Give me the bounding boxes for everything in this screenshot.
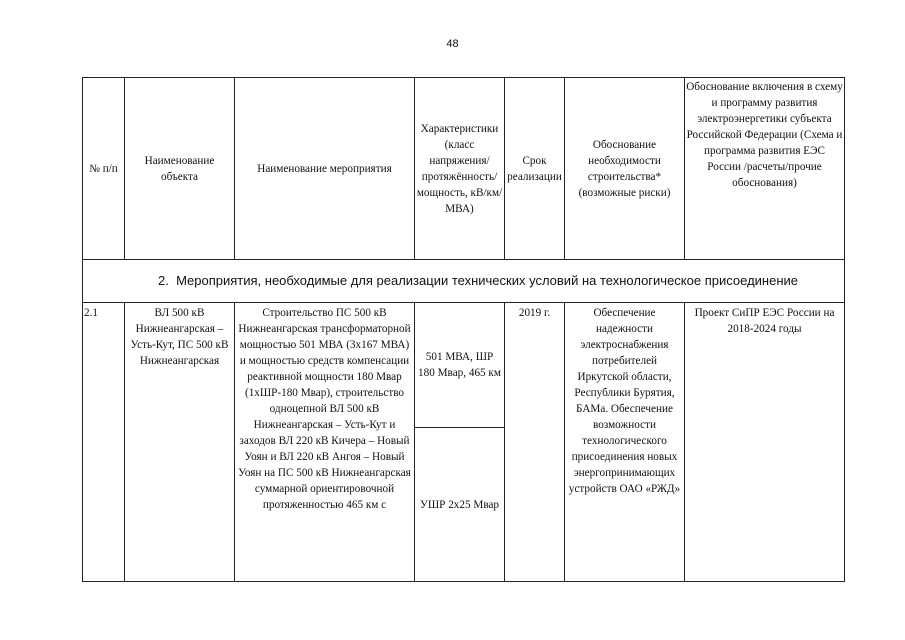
section-row [83, 260, 845, 303]
row-justification: Проект СиПР ЕЭС России на 2018-2024 годы [685, 303, 845, 582]
row-characteristics-1: 501 МВА, ШР 180 Мвар, 465 км [415, 303, 505, 428]
table-row [83, 303, 845, 428]
investment-program-table [82, 77, 845, 582]
row-object: ВЛ 500 кВ Нижнеангарская – Усть-Кут, ПС 500 кВ Нижнеангарская [125, 303, 235, 582]
header-row [83, 78, 845, 260]
page-number: 48 [446, 38, 459, 50]
header-object: Наименование объекта [125, 78, 235, 260]
header-num: № п/п [83, 78, 125, 260]
section-title-cell [83, 260, 845, 303]
header-necessity: Обоснование необходимости строительства* (возможные риски) [565, 78, 685, 260]
row-measure: Строительство ПС 500 кВ Нижнеангарская трансформаторной мощностью 501 МВА (3х167 МВА) и мощностью средств компенсации реактивной мощности 180 Мвар (1хШР-180 Мвар), строительство одноцепной ВЛ 500 кВ Нижнеангарская – Усть-Кут и заходов ВЛ 220 кВ Кичера – Новый Уоян и ВЛ 220 кВ Ангоя – Новый Уоян на ПС 500 кВ Нижнеангарская суммарной ориентировочной протяженностью 465 км с [238, 307, 411, 511]
section-number: 2. [157, 273, 169, 288]
row-measure-cell [235, 303, 415, 582]
row-necessity-cell [565, 303, 685, 582]
row-term: 2019 г. [505, 303, 565, 582]
section-title: Мероприятия, необходимые для реализации технических условий на технологическое присоединение [176, 273, 798, 288]
header-measure: Наименование мероприятия [235, 78, 415, 260]
header-term: Срок реализации [505, 78, 565, 260]
row-characteristics-2: УШР 2х25 Мвар [415, 428, 505, 582]
row-necessity: Обеспечение надежности электроснабжения потребителей Иркутской области, Республики Бурятия, БАМа. Обеспечение возможности технологического присоединения новых энергопринимающих устройств ОАО «РЖД» [568, 307, 681, 495]
header-justification: Обоснование включения в схему и программу развития электроэнергетики субъекта Российской Федерации (Схема и программа развития ЕЭС России /расчеты/прочие обоснования) [685, 78, 845, 260]
header-characteristics: Характеристики (класс напряжения/ протяжённость/ мощность, кВ/км/МВА) [415, 78, 505, 260]
row-number: 2.1 [83, 303, 125, 582]
